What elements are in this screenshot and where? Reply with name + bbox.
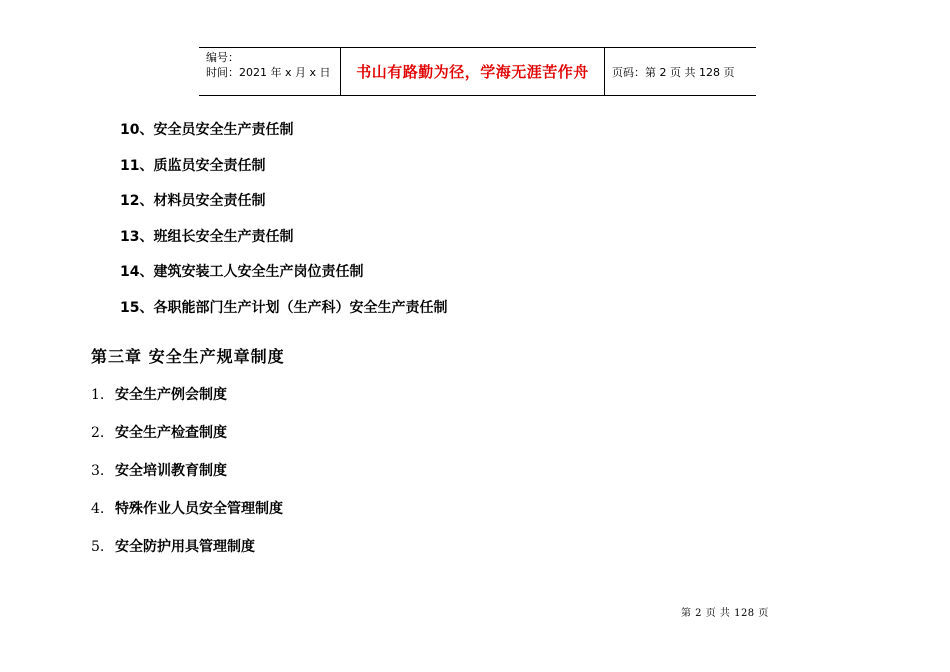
list-item-number: 15、 [120,299,154,316]
list-item [120,156,447,192]
list-item-number: 11、 [120,157,154,174]
list-item [91,461,283,499]
list-item-number: 5. [91,539,105,555]
list-item-text: 质监员安全责任制 [153,157,266,174]
document-number-label: 编号： [206,51,239,64]
responsibility-list [120,120,447,333]
header-page-info: 页码：第 2 页 共 128 页 [612,65,735,79]
list-item-text: 材料员安全责任制 [153,193,266,209]
list-item [91,423,283,461]
document-time-label: 时间：2021 年 x 月 x 日 [206,66,331,79]
list-item-number: 1. [91,387,105,403]
header-motto: 书山有路勤为径，学海无涯苦作舟 [356,63,589,81]
list-item [120,227,447,263]
list-item-number: 14、 [120,264,154,280]
chapter-heading: 第三章 安全生产规章制度 [91,347,285,366]
list-item-text: 安全生产例会制度 [115,387,227,403]
list-item [91,385,283,423]
list-item-text: 建筑安装工人安全生产岗位责任制 [153,264,364,280]
header-page-cell [605,48,756,95]
list-item-number: 13、 [120,228,154,245]
list-item [120,262,447,298]
list-item-text: 安全员安全生产责任制 [153,122,294,138]
list-item [120,120,447,156]
list-item-text: 安全防护用具管理制度 [115,539,255,555]
list-item-text: 安全培训教育制度 [115,463,227,479]
list-item-text: 安全生产检查制度 [115,425,227,441]
list-item-text: 班组长安全生产责任制 [153,228,294,245]
list-item-number: 4. [91,501,105,517]
list-item [120,298,447,334]
list-item [91,537,283,575]
header-meta-cell [199,48,341,95]
list-item-number: 12、 [120,193,154,209]
list-item-number: 2. [91,425,105,441]
header-motto-cell [341,48,605,95]
page-footer: 第 2 页 共 128 页 [681,608,769,619]
list-item [91,499,283,537]
list-item-number: 10、 [120,122,154,138]
chapter-item-list [91,385,283,575]
document-header [199,47,756,96]
list-item-text: 各职能部门生产计划（生产科）安全生产责任制 [153,299,448,316]
list-item-number: 3. [91,463,105,479]
list-item [120,191,447,227]
list-item-text: 特殊作业人员安全管理制度 [115,501,283,517]
